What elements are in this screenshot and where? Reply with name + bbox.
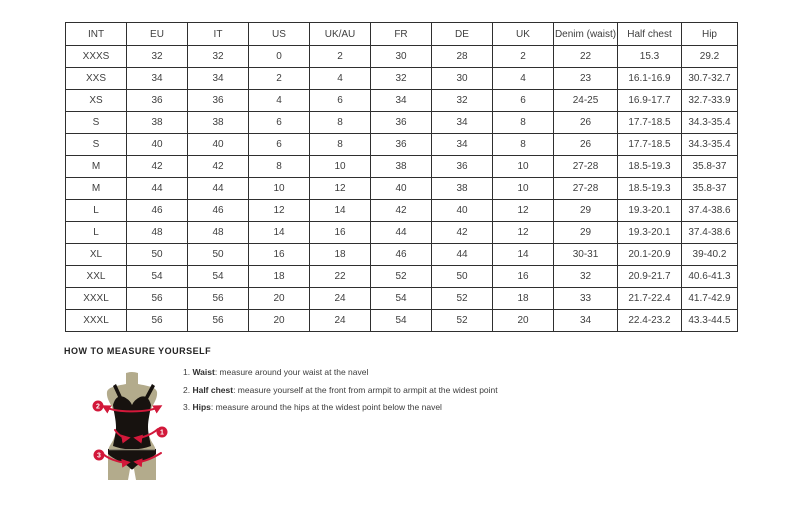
table-row	[66, 156, 738, 178]
table-cell: 39-40.2	[682, 244, 738, 266]
table-cell: 30	[432, 68, 493, 90]
column-header: INT	[66, 23, 127, 46]
table-cell: 0	[249, 46, 310, 68]
table-cell: 29	[554, 200, 618, 222]
table-cell: 15.3	[618, 46, 682, 68]
table-row	[66, 68, 738, 90]
svg-text:1: 1	[160, 429, 164, 437]
table-cell: 29	[554, 222, 618, 244]
table-cell: 48	[127, 222, 188, 244]
table-cell: 32.7-33.9	[682, 90, 738, 112]
table-cell: 17.7-18.5	[618, 134, 682, 156]
table-cell: 44	[188, 178, 249, 200]
table-cell: 36	[127, 90, 188, 112]
table-cell: 18.5-19.3	[618, 178, 682, 200]
table-cell: 2	[249, 68, 310, 90]
table-cell: 34	[188, 68, 249, 90]
table-cell: 40	[127, 134, 188, 156]
table-cell: 32	[188, 46, 249, 68]
table-cell: 18	[310, 244, 371, 266]
step-number: 3.	[183, 402, 193, 412]
table-cell: 18.5-19.3	[618, 156, 682, 178]
table-cell: 12	[310, 178, 371, 200]
table-cell: 36	[432, 156, 493, 178]
table-cell: 46	[127, 200, 188, 222]
table-cell: 4	[493, 68, 554, 90]
table-cell: 37.4-38.6	[682, 200, 738, 222]
table-cell: 20.9-21.7	[618, 266, 682, 288]
table-cell: 14	[249, 222, 310, 244]
waist-badge	[157, 427, 168, 438]
table-cell: 41.7-42.9	[682, 288, 738, 310]
step-text: : measure around your waist at the navel	[214, 367, 369, 377]
table-cell: 12	[493, 200, 554, 222]
table-cell: XXXL	[66, 288, 127, 310]
table-cell: 29.2	[682, 46, 738, 68]
table-cell: 32	[371, 68, 432, 90]
step-number: 2.	[183, 384, 193, 395]
table-cell: 38	[432, 178, 493, 200]
column-header: EU	[127, 23, 188, 46]
column-header: FR	[371, 23, 432, 46]
table-cell: 18	[249, 266, 310, 288]
table-cell: 19.3-20.1	[618, 222, 682, 244]
table-cell: 8	[249, 156, 310, 178]
table-cell: 16	[493, 266, 554, 288]
size-chart-body	[66, 46, 738, 332]
table-cell: 23	[554, 68, 618, 90]
table-cell: XXXS	[66, 46, 127, 68]
measure-step	[183, 403, 498, 412]
table-cell: 56	[188, 310, 249, 332]
table-cell: 12	[493, 222, 554, 244]
table-cell: 4	[249, 90, 310, 112]
table-cell: 54	[371, 310, 432, 332]
table-cell: XXL	[66, 266, 127, 288]
step-text: : measure around the hips at the widest point below the navel	[210, 402, 442, 412]
table-cell: 22	[554, 46, 618, 68]
table-cell: 52	[432, 288, 493, 310]
table-cell: S	[66, 112, 127, 134]
table-cell: 42	[371, 200, 432, 222]
column-header: UK	[493, 23, 554, 46]
table-cell: 36	[371, 134, 432, 156]
table-cell: 46	[371, 244, 432, 266]
table-cell: 38	[188, 112, 249, 134]
svg-text:3: 3	[97, 452, 101, 460]
table-cell: 16.1-16.9	[618, 68, 682, 90]
table-cell: 42	[188, 156, 249, 178]
table-cell: 52	[371, 266, 432, 288]
table-cell: 24-25	[554, 90, 618, 112]
table-cell: 34	[554, 310, 618, 332]
table-cell: 17.7-18.5	[618, 112, 682, 134]
table-cell: 48	[188, 222, 249, 244]
table-row	[66, 222, 738, 244]
table-cell: XXXL	[66, 310, 127, 332]
table-row	[66, 266, 738, 288]
table-cell: 12	[249, 200, 310, 222]
table-cell: 21.7-22.4	[618, 288, 682, 310]
table-cell: 44	[127, 178, 188, 200]
svg-text:2: 2	[96, 403, 100, 411]
table-cell: 40	[432, 200, 493, 222]
table-cell: 34.3-35.4	[682, 112, 738, 134]
table-cell: 10	[493, 178, 554, 200]
table-cell: 28	[432, 46, 493, 68]
table-cell: 2	[310, 46, 371, 68]
table-cell: 24	[310, 288, 371, 310]
table-cell: M	[66, 178, 127, 200]
table-cell: 6	[249, 134, 310, 156]
table-cell: 19.3-20.1	[618, 200, 682, 222]
table-cell: 42	[432, 222, 493, 244]
table-cell: 16.9-17.7	[618, 90, 682, 112]
table-cell: 27-28	[554, 156, 618, 178]
table-cell: 37.4-38.6	[682, 222, 738, 244]
mannequin-svg	[88, 370, 180, 482]
table-cell: L	[66, 222, 127, 244]
table-cell: 16	[249, 244, 310, 266]
table-cell: 14	[493, 244, 554, 266]
table-cell: 4	[310, 68, 371, 90]
table-cell: 50	[127, 244, 188, 266]
table-cell: L	[66, 200, 127, 222]
table-cell: 36	[371, 112, 432, 134]
table-row	[66, 90, 738, 112]
table-cell: 54	[188, 266, 249, 288]
table-cell: 34.3-35.4	[682, 134, 738, 156]
table-cell: 20	[249, 288, 310, 310]
column-header: US	[249, 23, 310, 46]
table-cell: 50	[188, 244, 249, 266]
step-label: Waist	[192, 367, 215, 377]
table-cell: 40.6-41.3	[682, 266, 738, 288]
measure-step	[183, 368, 498, 377]
table-cell: 26	[554, 134, 618, 156]
table-cell: 6	[493, 90, 554, 112]
table-cell: XXS	[66, 68, 127, 90]
table-cell: 56	[127, 310, 188, 332]
table-cell: XL	[66, 244, 127, 266]
table-row	[66, 200, 738, 222]
table-header-row	[66, 23, 738, 46]
hips-badge	[94, 450, 105, 461]
measure-step	[183, 386, 498, 395]
column-header: IT	[188, 23, 249, 46]
table-row	[66, 288, 738, 310]
table-cell: 16	[310, 222, 371, 244]
table-cell: 2	[493, 46, 554, 68]
table-cell: 50	[432, 266, 493, 288]
table-row	[66, 112, 738, 134]
table-cell: 6	[310, 90, 371, 112]
table-cell: 22	[310, 266, 371, 288]
table-cell: 44	[432, 244, 493, 266]
table-cell: 34	[127, 68, 188, 90]
table-cell: 8	[310, 134, 371, 156]
table-cell: 40	[371, 178, 432, 200]
step-label: Hips	[192, 402, 211, 412]
step-label: Half chest	[192, 384, 234, 395]
table-cell: 35.8-37	[682, 178, 738, 200]
table-cell: 6	[249, 112, 310, 134]
table-cell: 36	[188, 90, 249, 112]
measure-heading: HOW TO MEASURE YOURSELF	[64, 346, 212, 356]
table-cell: 54	[371, 288, 432, 310]
table-cell: 32	[127, 46, 188, 68]
table-cell: 27-28	[554, 178, 618, 200]
table-cell: M	[66, 156, 127, 178]
table-cell: 32	[432, 90, 493, 112]
table-cell: 8	[493, 112, 554, 134]
table-cell: 56	[127, 288, 188, 310]
table-cell: S	[66, 134, 127, 156]
table-cell: 34	[432, 134, 493, 156]
measure-steps	[183, 368, 498, 421]
table-row	[66, 178, 738, 200]
table-cell: 10	[249, 178, 310, 200]
table-cell: 38	[371, 156, 432, 178]
table-cell: 32	[554, 266, 618, 288]
table-row	[66, 244, 738, 266]
table-cell: 34	[371, 90, 432, 112]
table-cell: 8	[310, 112, 371, 134]
table-cell: 10	[493, 156, 554, 178]
table-cell: 20	[249, 310, 310, 332]
table-cell: 40	[188, 134, 249, 156]
table-cell: 14	[310, 200, 371, 222]
table-row	[66, 310, 738, 332]
table-cell: 52	[432, 310, 493, 332]
column-header: UK/AU	[310, 23, 371, 46]
table-cell: 8	[493, 134, 554, 156]
table-cell: 20	[493, 310, 554, 332]
table-cell: 30-31	[554, 244, 618, 266]
table-cell: 33	[554, 288, 618, 310]
table-row	[66, 134, 738, 156]
table-cell: 30.7-32.7	[682, 68, 738, 90]
step-number: 1.	[183, 367, 193, 377]
table-cell: 22.4-23.2	[618, 310, 682, 332]
table-cell: 44	[371, 222, 432, 244]
table-row	[66, 46, 738, 68]
table-cell: 42	[127, 156, 188, 178]
table-cell: 30	[371, 46, 432, 68]
table-cell: 43.3-44.5	[682, 310, 738, 332]
table-cell: 34	[432, 112, 493, 134]
column-header: Denim (waist)	[554, 23, 618, 46]
table-cell: XS	[66, 90, 127, 112]
table-cell: 26	[554, 112, 618, 134]
column-header: DE	[432, 23, 493, 46]
table-cell: 24	[310, 310, 371, 332]
column-header: Half chest	[618, 23, 682, 46]
table-cell: 10	[310, 156, 371, 178]
table-cell: 20.1-20.9	[618, 244, 682, 266]
table-cell: 38	[127, 112, 188, 134]
table-cell: 54	[127, 266, 188, 288]
step-text: : measure yourself at the front from armpit to armpit at the widest point	[233, 384, 498, 395]
column-header: Hip	[682, 23, 738, 46]
table-cell: 56	[188, 288, 249, 310]
size-chart-table	[65, 22, 738, 332]
table-cell: 18	[493, 288, 554, 310]
half-chest-badge	[93, 401, 104, 412]
mannequin-illustration	[88, 370, 180, 482]
table-cell: 46	[188, 200, 249, 222]
table-cell: 35.8-37	[682, 156, 738, 178]
